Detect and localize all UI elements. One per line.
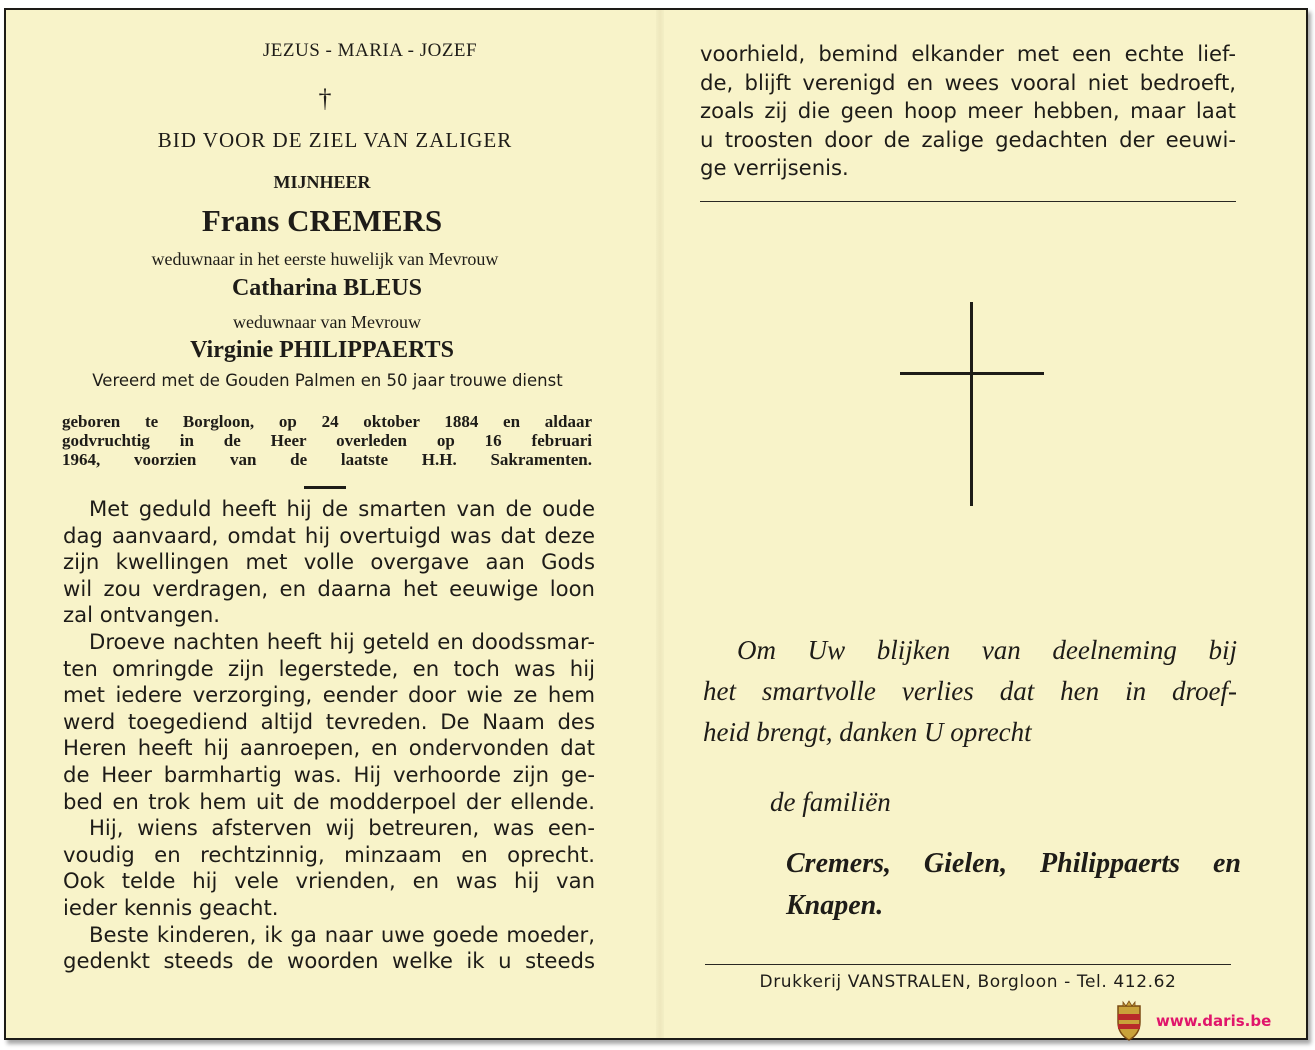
eulogy-line: Beste kinderen, ik ga naar uwe goede moeder, [89, 921, 595, 947]
large-cross-icon-bar [900, 372, 1044, 375]
eulogy-text [63, 496, 595, 975]
family-names [786, 843, 1241, 927]
continuation-line: u troosten door de zalige gedachten der eeuwi- [700, 126, 1236, 152]
prayer-line: BID VOOR DE ZIEL VAN ZALIGER [157, 128, 513, 152]
short-divider [304, 486, 346, 489]
eulogy-line: de Heer barmhartig was. Hij verhoorde zijn ge- [63, 761, 595, 787]
families-label: de familiën [770, 787, 891, 817]
eulogy-continuation [700, 40, 1236, 183]
thanks-line: heid brengt, danken U oprecht [703, 717, 1032, 747]
birth-death-line: geboren te Borgloon, op 24 oktober 1884 en aldaar [62, 412, 592, 431]
eulogy-line: ieder kennis geacht. [63, 894, 279, 920]
printer-credit: Drukkerij VANSTRALEN, Borgloon - Tel. 412.62 [759, 972, 1177, 992]
thanks-message [703, 630, 1237, 753]
eulogy-line: dag aanvaard, omdat hij overtuigd was dat deze [63, 522, 595, 548]
eulogy-line: wil zou verdragen, en daarna het eeuwige loon [63, 575, 595, 601]
eulogy-line: Ook telde hij vele vrienden, en was hij van [63, 868, 595, 894]
eulogy-line: zijn kwellingen met volle overgave aan Gods [63, 549, 595, 575]
invocation: JEZUS - MARIA - JOZEF [262, 40, 478, 61]
eulogy-line: gedenkt steeds de woorden welke ik u steeds [63, 948, 595, 974]
eulogy-line: bed en trok hem uit de modderpoel der ellende. [63, 788, 595, 814]
continuation-line: ge verrijsenis. [700, 155, 849, 181]
card-fold [656, 10, 664, 1038]
eulogy-line: Met geduld heeft hij de smarten van de oude [89, 496, 595, 521]
eulogy-line: Hij, wiens afsterven wij betreuren, was een- [89, 815, 595, 841]
first-spouse-name: Catharina BLEUS [231, 275, 423, 301]
eulogy-line: Droeve nachten heeft hij geteld en doodssmar- [89, 628, 595, 654]
website-watermark[interactable]: www.daris.be [1156, 1012, 1272, 1030]
widower-first-marriage: weduwnaar in het eerste huwelijk van Mevrouw [151, 249, 499, 269]
coat-of-arms-icon [1114, 1000, 1144, 1042]
deceased-name: Frans CREMERS [201, 203, 443, 238]
large-cross-icon [970, 302, 973, 506]
family-names-line: Knapen. [786, 890, 884, 921]
continuation-line: zoals zij die geen hoop meer hebben, maar laat [700, 98, 1236, 124]
small-cross-icon: † [318, 84, 332, 113]
eulogy-line: Heren heeft hij aanroepen, en ondervonden dat [63, 735, 595, 761]
second-spouse-name: Virginie PHILIPPAERTS [190, 337, 454, 363]
birth-death-block [62, 412, 592, 469]
birth-death-line: 1964, voorzien van de laatste H.H. Sakramenten. [62, 450, 592, 469]
widower-second-marriage: weduwnaar van Mevrouw [233, 312, 421, 332]
birth-death-line: godvruchtig in de Heer overleden op 16 februari [62, 431, 592, 450]
continuation-line: de, blijft verenigd en wees vooral niet bedroeft, [700, 69, 1236, 95]
family-names-line: Cremers, Gielen, Philippaerts en [786, 848, 1241, 879]
eulogy-line: met iedere verzorging, eender door wie ze hem [63, 682, 595, 708]
eulogy-line: werd toegediend altijd tevreden. De Naam des [63, 708, 595, 734]
eulogy-line: ten omringde zijn legerstede, en toch was hij [63, 655, 595, 681]
printer-divider [705, 964, 1231, 965]
continuation-line: voorhield, bemind elkander met een echte lief- [700, 41, 1236, 66]
section-divider [700, 201, 1236, 202]
thanks-line: Om Uw blijken van deelneming bij [737, 635, 1237, 665]
thanks-line: het smartvolle verlies dat hen in droef- [703, 676, 1237, 706]
eulogy-line: zal ontvangen. [63, 602, 221, 628]
title: MIJNHEER [273, 172, 371, 192]
honors-line: Vereerd met de Gouden Palmen en 50 jaar trouwe dienst [92, 371, 563, 390]
eulogy-line: voudig en rechtzinnig, minzaam en oprecht. [63, 841, 595, 867]
